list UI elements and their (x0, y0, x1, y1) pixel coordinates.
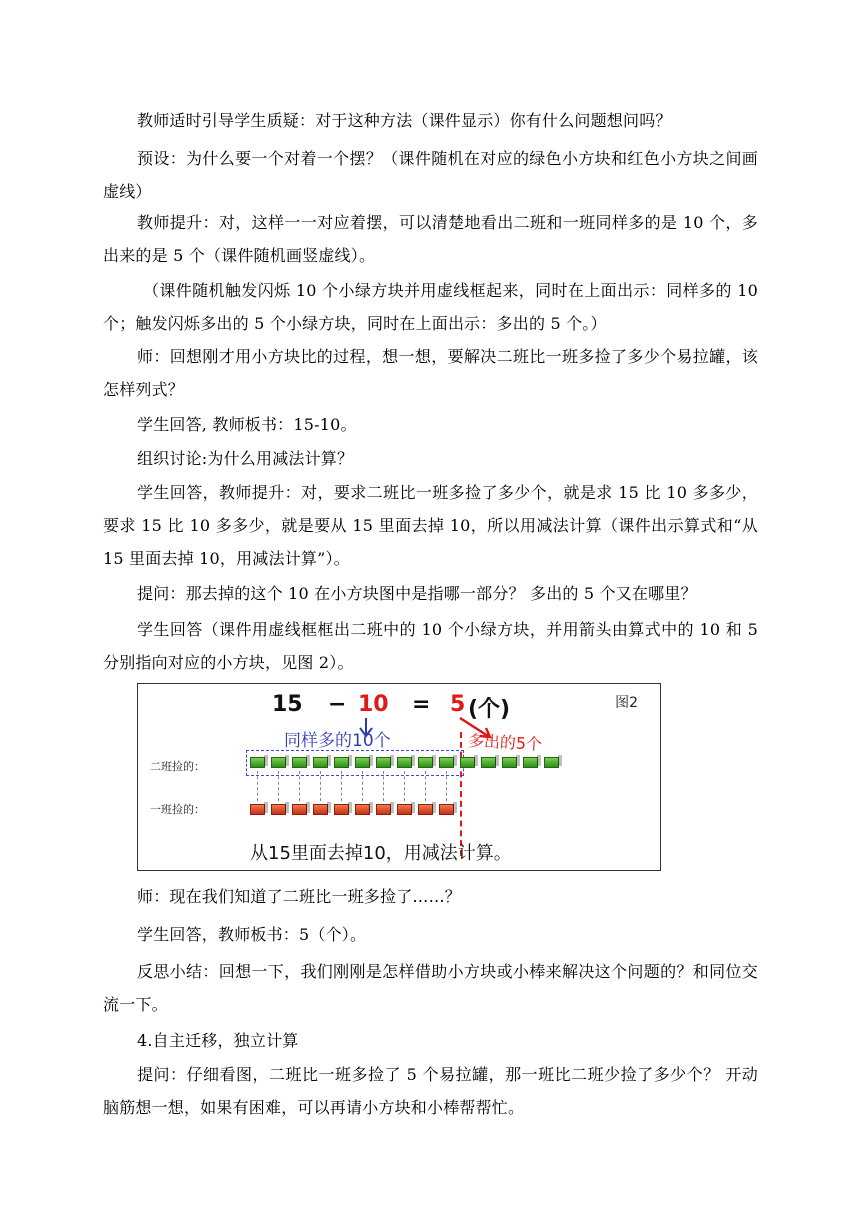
paragraph-transfer-question: 提问：仔细看图，二班比一班多捡了 5 个易拉罐，那一班比二班少捡了多少个？ 开动脑筋想一想，如果有困难，可以再请小方块和小棒帮帮忙。 (103, 1065, 758, 1117)
class2-block (250, 757, 265, 768)
figure-caption: 从15里面去掉10，用减法计算。 (250, 843, 512, 864)
equation-equals: = (412, 692, 431, 717)
equation-minus: − (328, 692, 347, 717)
figure-label: 图2 (615, 695, 638, 711)
paragraph-reflection: 反思小结：回想一下，我们刚刚是怎样借助小方块或小棒来解决这个问题的？和同位交流一下。 (103, 962, 758, 1014)
same-amount-label: 同样多的10个 (284, 731, 391, 751)
equation-5: 5 (450, 692, 466, 717)
class2-block (376, 757, 391, 768)
paragraph-question-prompt: 教师适时引导学生质疑：对于这种方法（课件显示）你有什么问题想问吗？ (137, 111, 672, 130)
figure-2 (137, 683, 661, 871)
class1-block (313, 804, 328, 815)
correspondence-dashed-line (341, 771, 342, 801)
correspondence-dashed-line (278, 771, 279, 801)
class1-block (334, 804, 349, 815)
class1-block (397, 804, 412, 815)
correspondence-dashed-line (320, 771, 321, 801)
down-arrow-icon (360, 718, 372, 736)
paragraph-subtraction-reason: 学生回答，教师提升：对，要求二班比一班多捡了多少个，就是求 15 比 10 多多少，要求 15 比 10 多多少，就是要从 15 里面去掉 10，所以用减法计算（课件出示算式和“从 15 里面去掉 10，用减法计算”）。 (103, 483, 758, 568)
class2-block (355, 757, 370, 768)
class2-block (502, 757, 517, 768)
paragraph-student-answer: 学生回答（课件用虚线框框出二班中的 10 个小绿方块，并用箭头由算式中的 10 和 5 分别指向对应的小方块，见图 2）。 (103, 620, 758, 672)
paragraph-board-writing: 学生回答, 教师板书：15-10。 (137, 415, 357, 434)
correspondence-dashed-line (383, 771, 384, 801)
paragraph-courseware-flash: （课件随机触发闪烁 10 个小绿方块并用虚线框起来，同时在上面出示：同样多的 10 个；触发闪烁多出的 5 个小绿方块，同时在上面出示：多出的 5 个。） (103, 281, 758, 333)
class2-block (418, 757, 433, 768)
correspondence-dashed-line (425, 771, 426, 801)
correspondence-dashed-line (362, 771, 363, 801)
correspondence-dashed-line (299, 771, 300, 801)
equation-unit: (个) (468, 697, 511, 722)
extra-amount-label: 多出的5个 (467, 731, 543, 754)
paragraph-preset: 预设：为什么要一个对着一个摆？（课件随机在对应的绿色小方块和红色小方块之间画虚线） (103, 149, 758, 201)
class2-block (334, 757, 349, 768)
class2-block (523, 757, 538, 768)
class2-block (271, 757, 286, 768)
class2-block (313, 757, 328, 768)
diagonal-arrow-icon (460, 718, 490, 737)
class2-block (292, 757, 307, 768)
class2-block (481, 757, 496, 768)
class1-block (271, 804, 286, 815)
equation-10: 10 (358, 692, 389, 717)
paragraph-now-we-know: 师：现在我们知道了二班比一班多捡了……？ (137, 887, 462, 906)
paragraph-teacher-raise: 教师提升：对，这样一一对应着摆，可以清楚地看出二班和一班同样多的是 10 个，多出来的是 5 个（课件随机画竖虚线）。 (103, 213, 758, 265)
class1-row-label: 一班捡的： (150, 803, 205, 816)
class1-block (376, 804, 391, 815)
paragraph-recall: 师：回想刚才用小方块比的过程，想一想，要解决二班比一班多捡了多少个易拉罐，该怎样列式？ (103, 347, 758, 399)
class2-block (439, 757, 454, 768)
correspondence-dashed-line (446, 771, 447, 801)
paragraph-discussion: 组织讨论:为什么用减法计算？ (137, 449, 354, 468)
section-heading-4: 4.自主迁移，独立计算 (137, 1031, 299, 1050)
class1-block (439, 804, 454, 815)
class2-row-label: 二班捡的： (150, 760, 205, 773)
divider-dashed-line (460, 732, 462, 856)
paragraph-ask-where: 提问：那去掉的这个 10 在小方块图中是指哪一部分？ 多出的 5 个又在哪里？ (137, 584, 697, 603)
equation-15: 15 (272, 692, 303, 717)
paragraph-answer-5: 学生回答，教师板书：5（个）。 (137, 925, 367, 944)
class2-block (460, 757, 475, 768)
class2-block (397, 757, 412, 768)
class1-block (418, 804, 433, 815)
correspondence-dashed-line (404, 771, 405, 801)
class1-block (355, 804, 370, 815)
class2-block (544, 757, 559, 768)
class1-block (250, 804, 265, 815)
correspondence-dashed-line (257, 771, 258, 801)
class1-block (292, 804, 307, 815)
